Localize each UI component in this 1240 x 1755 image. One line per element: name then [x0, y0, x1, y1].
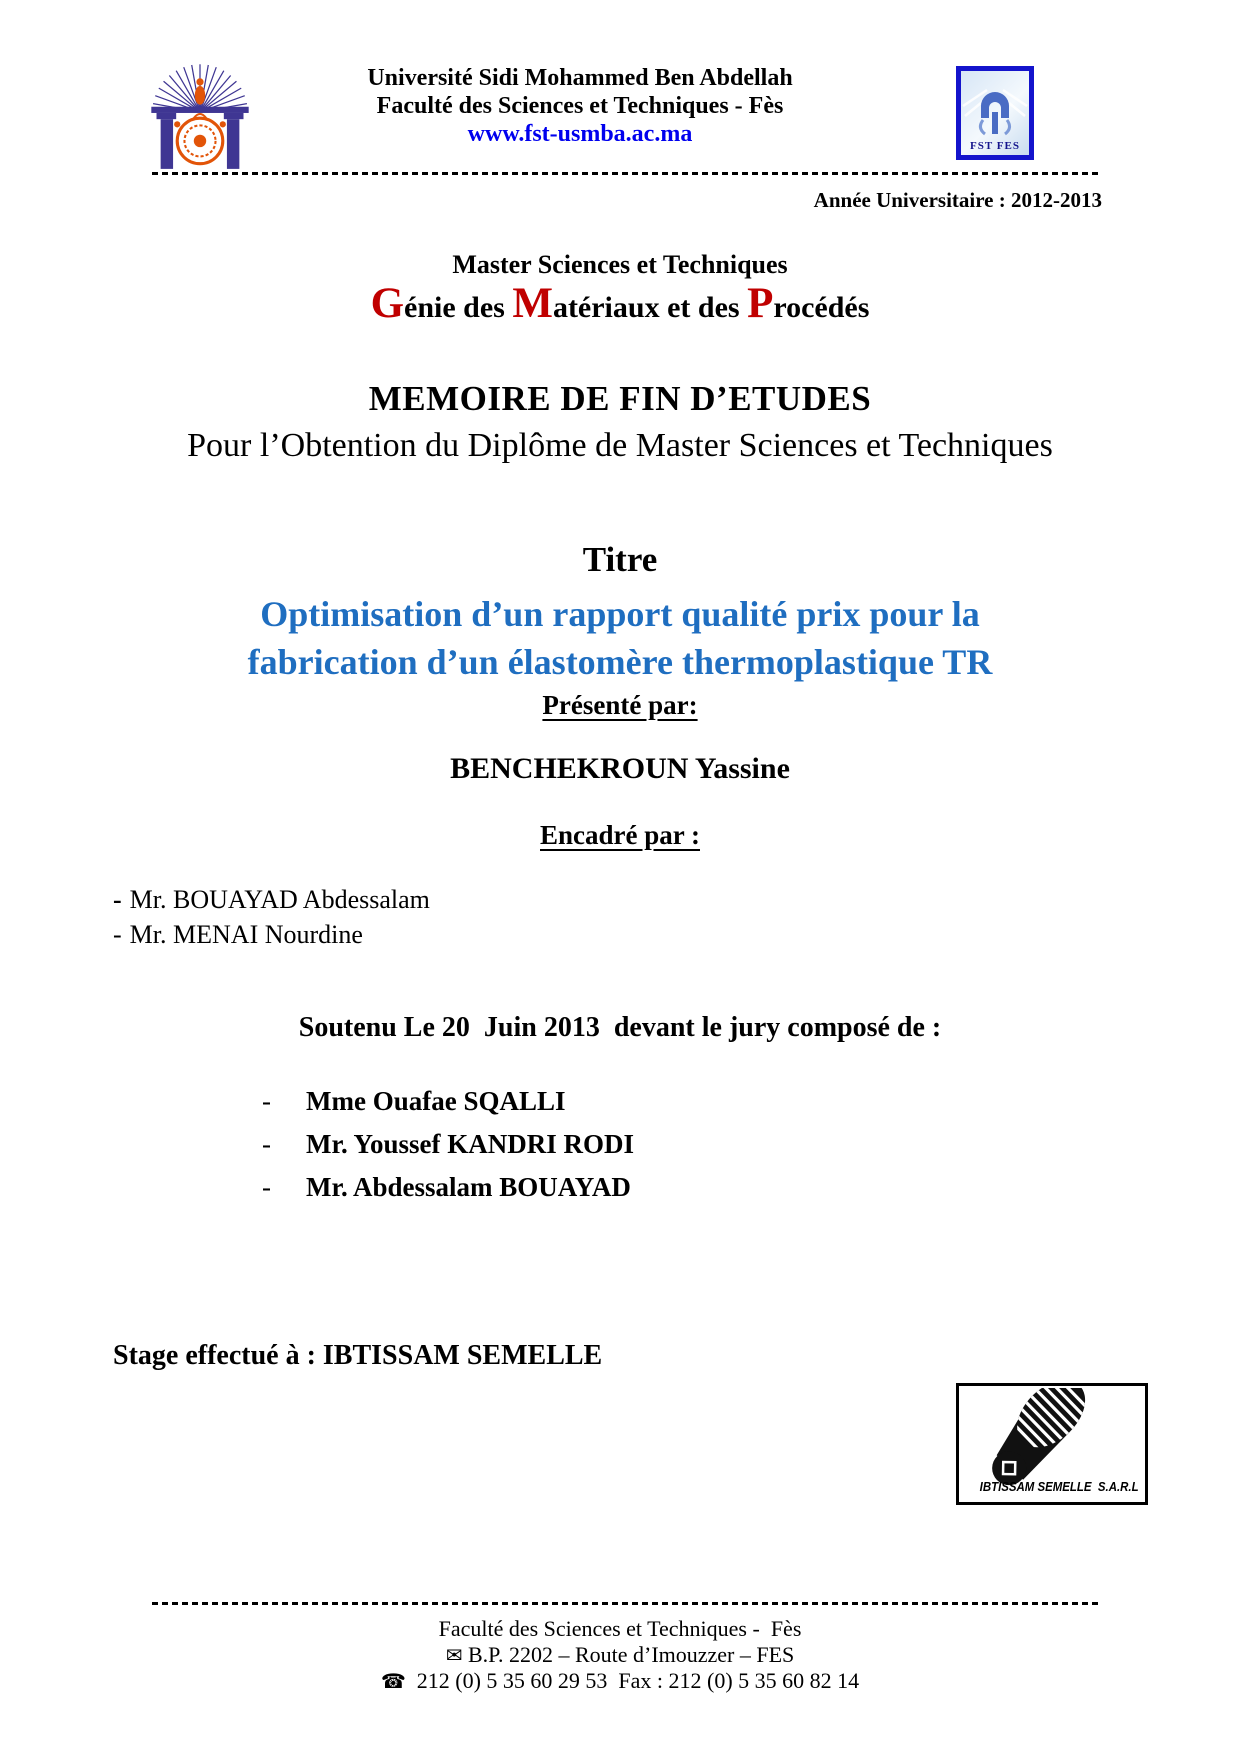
internship-host: Stage effectué à : IBTISSAM SEMELLE: [113, 1340, 603, 1371]
specialty-initial-m: M: [512, 280, 553, 327]
header: [300, 64, 860, 148]
shoe-sole-icon: [965, 1388, 1115, 1493]
university-name: Université Sidi Mohammed Ben Abdellah: [367, 65, 793, 91]
specialty-name: Génie des Matériaux et des Procédés: [370, 280, 870, 327]
defense-statement: Soutenu Le 20 Juin 2013 devant le jury composé de :: [298, 1012, 942, 1043]
list-dash: -: [113, 885, 122, 914]
fst-logo-caption: FST FES: [970, 140, 1020, 152]
footer-phone: ☎ 212 (0) 5 35 60 29 53 Fax : 212 (0) 5 35 60 82 14: [380, 1668, 860, 1693]
thesis-title-line2: fabrication d’un élastomère thermoplastique TR: [247, 642, 993, 682]
fst-logo: [956, 66, 1034, 160]
jury-item: [262, 1080, 634, 1123]
specialty-initial-g: G: [370, 280, 405, 327]
supervisor-name: Mr. BOUAYAD Abdessalam: [129, 885, 430, 914]
title-label: Titre: [582, 540, 658, 579]
jury-member-name: Mr. Abdessalam BOUAYAD: [306, 1172, 631, 1202]
supervised-by-label: Encadré par :: [540, 820, 700, 850]
list-dash: -: [262, 1086, 271, 1116]
supervisor-item: [113, 882, 430, 917]
mail-icon: ✉: [445, 1643, 463, 1667]
memoire-heading: MEMOIRE DE FIN D’ETUDES: [368, 379, 872, 418]
company-logo: [956, 1383, 1148, 1505]
jury-item: [262, 1166, 634, 1209]
list-dash: -: [262, 1172, 271, 1202]
university-logo-icon: [143, 56, 257, 172]
jury-list: [262, 1080, 634, 1209]
footer-faculty: Faculté des Sciences et Techniques - Fès: [438, 1616, 802, 1641]
footer-address: ✉ B.P. 2202 – Route d’Imouzzer – FES: [445, 1642, 795, 1667]
separator-bottom: [152, 1602, 1102, 1605]
supervisor-name: Mr. MENAI Nourdine: [129, 920, 363, 949]
list-dash: -: [262, 1129, 271, 1159]
faculty-name: Faculté des Sciences et Techniques - Fès: [376, 93, 784, 119]
jury-member-name: Mme Ouafae SQALLI: [306, 1086, 566, 1116]
separator-top: [152, 172, 1102, 175]
academic-year: Année Universitaire : 2012-2013: [813, 188, 1102, 212]
author-name: BENCHEKROUN Yassine: [450, 752, 790, 785]
thesis-title: [120, 590, 1120, 686]
presented-by-label: Présenté par:: [542, 690, 698, 720]
list-dash: -: [113, 920, 122, 949]
jury-item: [262, 1123, 634, 1166]
thesis-title-line1: Optimisation d’un rapport qualité prix pour la: [260, 594, 980, 634]
company-logo-caption: IBTISSAM SEMELLE S.A.R.L: [980, 1479, 1139, 1494]
master-program: Master Sciences et Techniques: [452, 250, 788, 279]
supervisor-item: [113, 917, 430, 952]
supervisors-list: [113, 882, 430, 952]
specialty-initial-p: P: [747, 280, 774, 327]
phone-icon: ☎: [380, 1669, 406, 1693]
memoire-subheading: Pour l’Obtention du Diplôme de Master Sciences et Techniques: [187, 427, 1053, 464]
jury-member-name: Mr. Youssef KANDRI RODI: [306, 1129, 635, 1159]
website-link: www.fst-usmba.ac.ma: [467, 121, 693, 147]
